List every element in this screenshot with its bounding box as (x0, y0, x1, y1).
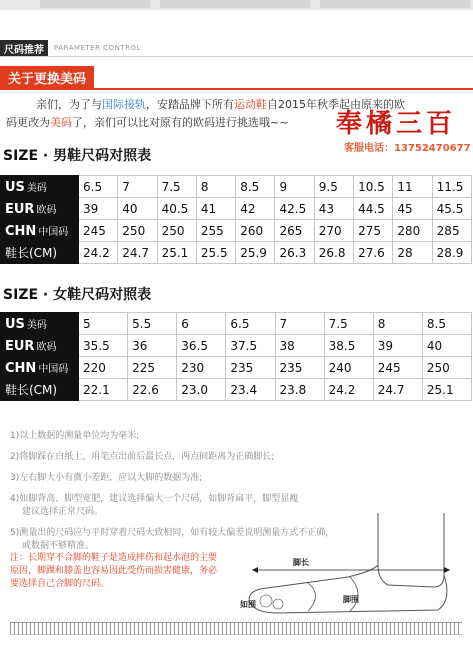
size-cell: 39 (373, 335, 422, 357)
size-cell: 8.5 (236, 176, 275, 198)
size-cell: 5 (79, 313, 128, 335)
size-row (1, 357, 472, 379)
foot-measure-diagram (238, 505, 466, 620)
size-cell: 255 (196, 220, 235, 242)
size-cell: 25.5 (196, 242, 235, 264)
size-cell: 40.5 (157, 198, 196, 220)
row-header (1, 220, 79, 242)
size-cell: 240 (324, 357, 373, 379)
size-cell: 45.5 (432, 198, 471, 220)
row-header (1, 198, 79, 220)
ruler-baseline (10, 634, 462, 635)
size-cell: 44.5 (354, 198, 393, 220)
row-header-label: 鞋长(CM) (5, 383, 58, 397)
size-cell: 7.5 (324, 313, 373, 335)
size-cell: 225 (128, 357, 177, 379)
size-cell: 24.7 (118, 242, 157, 264)
size-cell: 10.5 (354, 176, 393, 198)
size-cell: 28.9 (432, 242, 471, 264)
intro-highlight: 国际接轨 (102, 98, 146, 111)
note-item: 或数据不够精准。 (22, 541, 95, 551)
intro-highlight: 美码 (50, 116, 72, 129)
size-cell: 250 (118, 220, 157, 242)
warning-note (10, 552, 240, 591)
size-row (1, 198, 472, 220)
note-item: 5)测量出的尺码应与平时穿着尺码大致相同，如有较大偏差说明测量方式不正确， (10, 528, 335, 538)
note-item: 3)左右脚大小有微小差距，应以大脚的数据为准; (10, 473, 203, 483)
banner-divider (0, 88, 473, 90)
row-header-label: 中国码 (38, 363, 69, 375)
size-cell: 5.5 (128, 313, 177, 335)
toe-shape (260, 595, 272, 607)
arrow-head-left (252, 567, 258, 573)
size-cell: 43 (314, 198, 353, 220)
toe-shape (273, 599, 283, 609)
section-divider (0, 56, 473, 57)
warning-line: 原因，脚踝和膝盖也容易因此受伤而损害健康，务必 (10, 566, 218, 576)
arrow-head-right (444, 567, 450, 573)
intro-highlight: 运动鞋 (234, 98, 267, 111)
size-cell: 230 (177, 357, 226, 379)
row-header-label: 欧码 (36, 204, 57, 216)
row-header-label: 美码 (26, 182, 47, 194)
men-table-title: SIZE · 男鞋尺码对照表 (3, 148, 152, 164)
leg-outline (378, 513, 444, 587)
foot-length-label: 脚长 (293, 558, 309, 567)
size-cell: 11 (393, 176, 432, 198)
row-header (1, 313, 79, 335)
size-cell: 6 (177, 313, 226, 335)
size-cell: 38 (275, 335, 324, 357)
size-cell: 25.1 (422, 379, 471, 401)
size-cell: 23.0 (177, 379, 226, 401)
row-header (1, 357, 79, 379)
row-header (1, 242, 79, 264)
size-cell: 22.1 (79, 379, 128, 401)
size-cell: 235 (226, 357, 275, 379)
intro-text-part: 亲们，为了与 (36, 98, 102, 111)
size-cell: 24.2 (79, 242, 118, 264)
size-row (1, 313, 472, 335)
size-cell: 250 (157, 220, 196, 242)
row-header (1, 379, 79, 401)
size-cell: 6.5 (79, 176, 118, 198)
size-cell: 280 (393, 220, 432, 242)
size-cell: 45 (393, 198, 432, 220)
row-header-code: US (5, 179, 25, 195)
size-cell: 27.6 (354, 242, 393, 264)
row-header (1, 176, 79, 198)
size-row (1, 220, 472, 242)
top-strip-segment (320, 0, 470, 8)
women-size-table (0, 312, 472, 401)
size-cell: 285 (432, 220, 471, 242)
size-cell: 24.7 (373, 379, 422, 401)
size-cell: 7 (118, 176, 157, 198)
size-cell: 36.5 (177, 335, 226, 357)
size-cell: 38.5 (324, 335, 373, 357)
size-cell: 23.4 (226, 379, 275, 401)
size-row (1, 379, 472, 401)
size-cell: 250 (422, 357, 471, 379)
size-cell: 11.5 (432, 176, 471, 198)
size-cell: 25.1 (157, 242, 196, 264)
size-cell: 260 (236, 220, 275, 242)
intro-text-part: ，安踏品牌下所有 (146, 98, 234, 111)
foot-outline (249, 565, 447, 613)
size-cell: 40 (118, 198, 157, 220)
size-cell: 39 (79, 198, 118, 220)
size-cell: 9.5 (314, 176, 353, 198)
note-item: 建议选择正常尺码。 (22, 507, 104, 517)
row-header-label: 中国码 (38, 226, 69, 238)
section-header (0, 40, 141, 56)
size-cell: 7 (275, 313, 324, 335)
size-cell: 220 (79, 357, 128, 379)
size-cell: 26.3 (275, 242, 314, 264)
row-header-code: US (5, 316, 25, 332)
intro-text-part: 码更改为 (6, 116, 50, 129)
size-cell: 7.5 (157, 176, 196, 198)
row-header-label: 美码 (26, 319, 47, 331)
size-cell: 265 (275, 220, 314, 242)
women-table-title: SIZE · 女鞋尺码对照表 (3, 287, 152, 303)
top-strip (0, 0, 473, 10)
service-phone: 客服电话：13752470677 (344, 143, 471, 154)
row-header-code: EUR (5, 201, 35, 217)
size-cell: 36 (128, 335, 177, 357)
note-item: 4)如脚背高、脚型宽肥，建议选择偏大一个尺码，如脚背扁平，脚型显瘦 (10, 494, 299, 504)
size-cell: 35.5 (79, 335, 128, 357)
size-cell: 37.5 (226, 335, 275, 357)
foot-girth-label: 脚围 (343, 595, 359, 604)
size-cell: 40 (422, 335, 471, 357)
size-cell: 8.5 (422, 313, 471, 335)
men-size-table (0, 175, 472, 264)
top-strip-segment (40, 0, 150, 8)
intro-text-part: 自2015年秋季起由原来的欧 (267, 98, 405, 111)
note-item: 2)将脚踩在白纸上，用笔点出前后最长点，两点间距离为正确脚长; (10, 452, 275, 462)
size-cell: 245 (79, 220, 118, 242)
size-row (1, 242, 472, 264)
size-cell: 25.9 (236, 242, 275, 264)
warning-line: 要选择自己合脚的尺码。 (10, 579, 110, 589)
intro-text-part: 了，亲们可以比对原有的欧码进行挑选哦~~ (72, 116, 289, 129)
row-header-code: EUR (5, 338, 35, 354)
size-row (1, 335, 472, 357)
size-cell: 41 (196, 198, 235, 220)
toe-girth-curve (308, 583, 316, 611)
size-row (1, 176, 472, 198)
note-item: 1)以上数据的测量单位均为毫米; (10, 431, 140, 441)
size-cell: 245 (373, 357, 422, 379)
toe-girth-label: 如围 (240, 600, 256, 609)
size-cell: 42.5 (275, 198, 314, 220)
size-cell: 9 (275, 176, 314, 198)
row-header-code: CHN (5, 223, 37, 239)
top-strip-segment (160, 0, 310, 8)
row-header-code: CHN (5, 360, 37, 376)
row-header (1, 335, 79, 357)
size-cell: 26.8 (314, 242, 353, 264)
size-cell: 23.8 (275, 379, 324, 401)
size-cell: 22.6 (128, 379, 177, 401)
section-badge: 尺码推荐 (0, 40, 48, 57)
size-cell: 28 (393, 242, 432, 264)
size-cell: 42 (236, 198, 275, 220)
change-banner: 关于更换美码 (0, 66, 94, 89)
size-cell: 275 (354, 220, 393, 242)
size-cell: 235 (275, 357, 324, 379)
section-subtitle: PARAMETER CONTROL (54, 44, 141, 52)
size-cell: 8 (373, 313, 422, 335)
brand-logo: 奉橘三百 (336, 109, 457, 139)
warning-line: 注：长期穿不合脚的鞋子是造成摔伤和起水泡的主要 (10, 553, 218, 563)
row-header-label: 欧码 (36, 341, 57, 353)
size-cell: 270 (314, 220, 353, 242)
size-cell: 6.5 (226, 313, 275, 335)
size-cell: 8 (196, 176, 235, 198)
size-cell: 24.2 (324, 379, 373, 401)
row-header-label: 鞋长(CM) (5, 246, 58, 260)
